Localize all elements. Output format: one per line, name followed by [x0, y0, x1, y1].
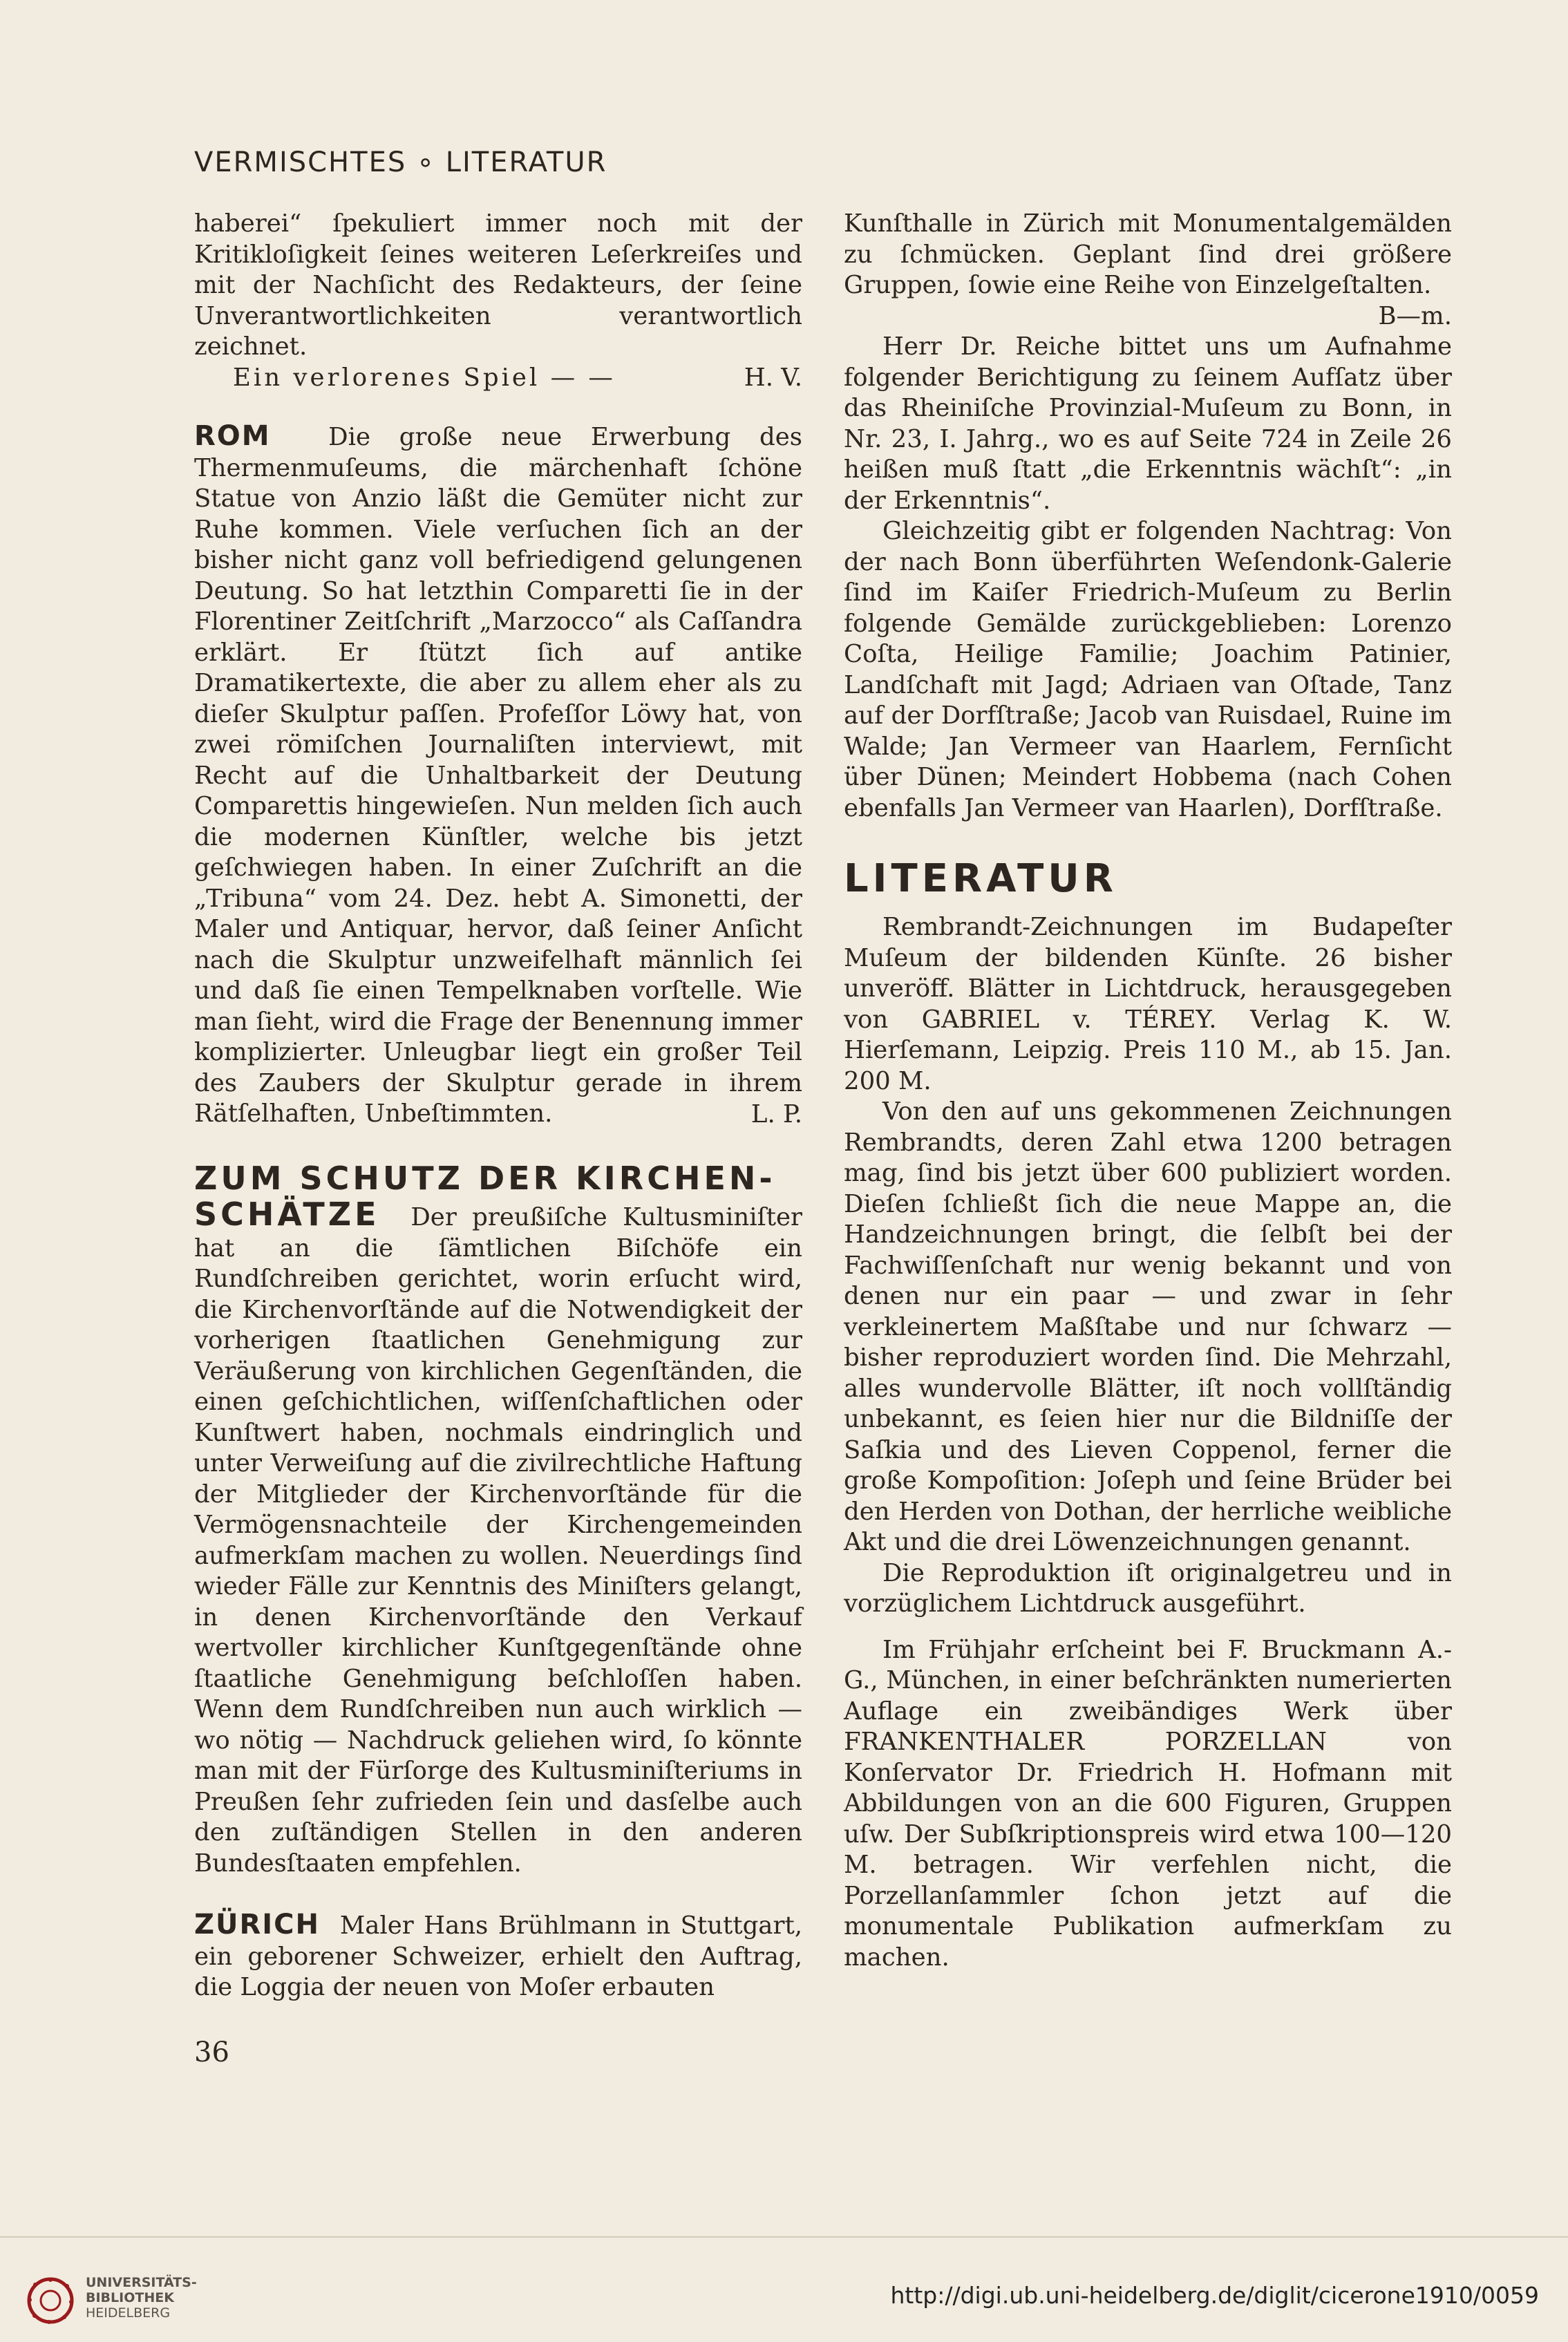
rom-article	[194, 421, 802, 1130]
reproduktion-paragraph: Die Reproduktion iſt originalgetreu und in vorzüglichem Lichtdruck ausgeführt.	[844, 1558, 1452, 1618]
schutz-article	[194, 1196, 802, 1879]
schutz-heading-cont: SCHÄTZE	[194, 1196, 380, 1233]
footer	[0, 2236, 1568, 2342]
continued-paragraph: haberei“ ſpekuliert immer noch mit der Kritikloſigkeit ſeines weiteren Leſerkreiſes und mit der Nachſicht des Redakteurs, der ſeine Unverantwortlichkeiten verantwortlich zeichnet.	[194, 209, 802, 361]
signature-text: Ein verlorenes Spiel — —	[233, 363, 616, 392]
berichtigung-paragraph: Herr Dr. Reiche bittet uns um Aufnahme folgender Berichtigung zu ſeinem Aufſatz über das Rheiniſche Provinzial-Muſeum zu Bonn, in Nr. 23, I. Jahrg., wo es auf Seite 724 in Zeile 26 heißen muß ſtatt „die Erkenntnis wächſt“: „in der Erkenntnis“.	[844, 332, 1452, 515]
rembrandt-review: Von den auf uns gekommenen Zeichnungen Rembrandts, deren Zahl etwa 1200 betragen mag, ſind bis jetzt über 600 publiziert worden. Dieſen ſchließt ſich die neue Mappe an, die Handzeichnungen bringt, die ſelbſt bei der Fachwiſſenſchaft nur wenig bekannt und von denen nur ein paar — und zwar in ſehr verkleinertem Maßſtabe und nur ſchwarz — bisher reproduziert worden ſind. Die Mehrzahl, alles wundervolle Blätter, iſt noch vollſtändig unbekannt, es ſeien hier nur die Bildniſſe der Saſkia und des Lieven Coppenol, ferner die große Kompoſition: Joſeph und ſeine Brüder bei den Herden von Dothan, der herrliche weibliche Akt und die drei Löwenzeichnungen genannt.	[844, 1097, 1452, 1556]
zurich-continued: Kunſthalle in Zürich mit Monumentalgemälden zu ſchmücken. Geplant ſind drei größere Gruppen, ſowie eine Reihe von Einzelgeſtalten.	[844, 209, 1452, 299]
zurich-text: Maler Hans Brühlmann in Stuttgart, ein geborener Schweizer, erhielt den Auftrag, die Loggia der neuen von Moſer erbauten	[194, 1911, 802, 2001]
rom-heading: ROM	[194, 420, 271, 452]
rom-text: Die große neue Erwerbung des Thermenmuſeums, die märchenhaft ſchöne Statue von Anzio läßt die Gemüter nicht zur Ruhe kommen. Viele verſuchen ſich an der bisher nicht ganz voll befriedigend gelungenen Deutung. So hat letzthin Comparetti ſie in der Florentiner Zeitſchrift „Marzocco“ als Caſſandra erklärt. Er ſtützt ſich auf antike Dramatikertexte, die aber zu allem eher als zu dieſer Skulptur paſſen. Profeſſor Löwy hat, von zwei römiſchen Journaliſten interviewt, mit Recht auf die Unhaltbarkeit der Deutung Comparettis hingewieſen. Nun melden ſich auch die modernen Künſtler, welche bis jetzt geſchwiegen haben. In einer Zuſchrift an die „Tribuna“ vom 24. Dez. hebt A. Simonetti, der Maler und Antiquar, hervor, daß ſeiner Anſicht nach die Skulptur unzweifelhaft männlich ſei und daß ſie einen Tempelknaben vorſtelle. Wie man ſieht, wird die Frage der Benennung immer komplizierter. Unleugbar liegt ein großer Teil des Zaubers der Skulptur gerade in ihrem Rätſelhaften, Unbeſtimmten.	[194, 423, 803, 1128]
right-column	[844, 209, 1452, 1973]
library-name	[86, 2275, 197, 2321]
rom-author: L. P.	[750, 1099, 802, 1128]
zurich-article	[194, 1909, 802, 2003]
zurich-heading: ZÜRICH	[194, 1909, 320, 1940]
page-header: VERMISCHTES ∘ LITERATUR	[194, 147, 607, 178]
schutz-text: Der preußiſche Kultusminiſter hat an die ſämtlichen Biſchöfe ein Rundſchreiben gerichtet, worin erſucht wird, die Kirchenvorſtände auf die Notwendigkeit der vorherigen ſtaatlichen Genehmigung zur Veräußerung von kirchlichen Gegenſtänden, die einen geſchichtlichen, wiſſenſchaftlichen oder Kunſtwert haben, nochmals eindringlich und unter Verweiſung auf die zivilrechtliche Haftung der Mitglieder der Kirchenvorſtände für die Vermögensnachteile der Kirchengemeinden aufmerkſam machen zu wollen. Neuerdings ſind wieder Fälle zur Kenntnis des Miniſters gelangt, in denen Kirchenvorſtände den Verkauf wertvoller kirchlicher Kunſtgegenſtände ohne ſtaatliche Genehmigung beſchloſſen haben. Wenn dem Rundſchreiben nun auch wirklich — wo nötig — Nachdruck geliehen wird, ſo könnte man mit der Fürſorge des Kultusminiſteriums in Preußen ſehr zufrieden ſein und dasſelbe auch den zuſtändigen Stellen in den anderen Bundesſtaaten empfehlen.	[194, 1203, 802, 1878]
rembrandt-entry: Rembrandt-Zeichnungen im Budapeſter Muſeum der bildenden Künſte. 26 bisher unveröff. Blätter in Lichtdruck, herausgegeben von GABRIEL v. TÉREY. Verlag K. W. Hierſemann, Leipzig. Preis 110 M., ab 15. Jan. 200 M.	[844, 913, 1452, 1095]
page-number: 36	[194, 2037, 229, 2068]
zurich-author: B—m.	[1378, 301, 1452, 330]
library-line-1: UNIVERSITÄTS-	[86, 2275, 197, 2290]
library-line-3: HEIDELBERG	[86, 2305, 171, 2321]
library-seal-icon	[26, 2276, 75, 2325]
signature-author: H. V.	[744, 363, 802, 392]
schutz-heading: ZUM SCHUTZ DER KIRCHEN-	[194, 1160, 776, 1197]
source-url-link[interactable]: http://digi.ub.uni-heidelberg.de/diglit/cicerone1910/0059	[890, 2282, 1539, 2309]
signature-line	[194, 363, 802, 394]
frankenthal-paragraph: Im Frühjahr erſcheint bei F. Bruckmann A.-G., München, in einer beſchränkten numerierten Auflage ein zweibändiges Werk über FRANKENTHALER PORZELLAN von Konſervator Dr. Friedrich H. Hofmann mit Abbildungen von an die 600 Figuren, Gruppen uſw. Der Subſkriptionspreis wird etwa 100—120 M. betragen. Wir verfehlen nicht, die Porzellanſammler ſchon jetzt auf die monumentale Publikation aufmerkſam zu machen.	[844, 1635, 1452, 1972]
literatur-heading: LITERATUR	[844, 856, 1117, 901]
nachtrag-paragraph: Gleichzeitig gibt er folgenden Nachtrag: Von der nach Bonn überführten Weſendonk-Galerie ſind im Kaiſer Friedrich-Muſeum zu Berlin folgende Gemälde zurückgeblieben: Lorenzo Coſta, Heilige Familie; Joachim Patinier, Landſchaft mit Jagd; Adriaen van Oſtade, Tanz auf der Dorfſtraße; Jacob van Ruisdael, Ruine im Walde; Jan Vermeer van Haarlem, Fernſicht über Dünen; Meindert Hobbema (nach Cohen ebenfalls Jan Vermeer van Haarlen), Dorfſtraße.	[844, 517, 1452, 822]
left-column	[194, 209, 802, 2003]
library-line-2: BIBLIOTHEK	[86, 2290, 174, 2305]
